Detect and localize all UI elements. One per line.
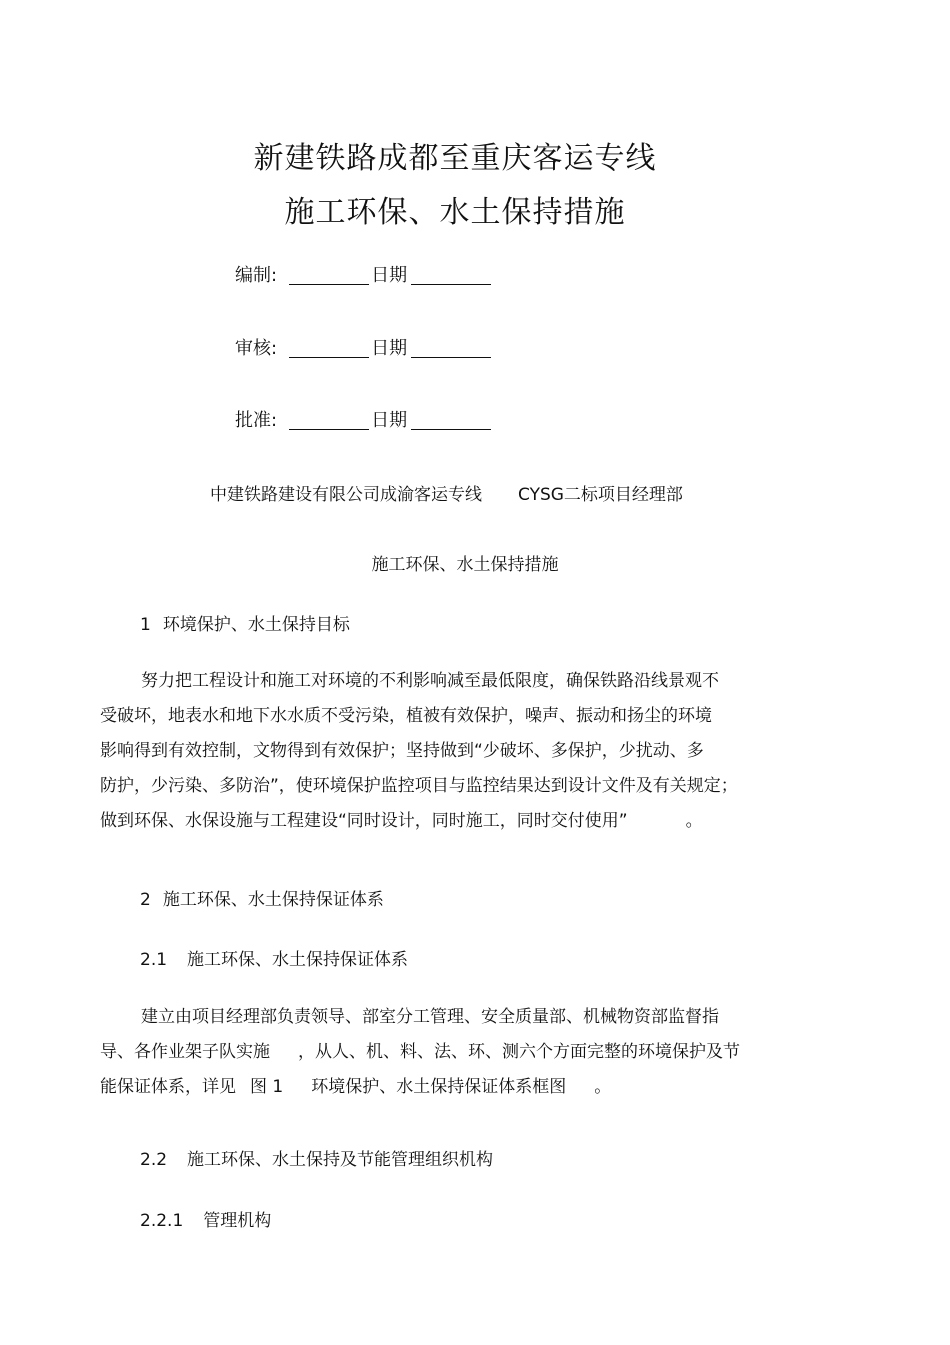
paragraph-line: 做到环保、水保设施与工程建设“同时设计，同时施工，同时交付使用” [100,811,628,831]
paragraph-line: 建立由项目经理部负责领导、部室分工管理、安全质量部、机械物资部监督指 [141,1007,719,1027]
heading-title: 施工环保、水土保持及节能管理组织机构 [187,1150,494,1170]
heading-1 [140,610,350,635]
signoff-label: 审核: [235,338,278,359]
signoff-row-approve [235,406,491,432]
paragraph-line: 影响得到有效控制，文物得到有效保护；坚持做到“少破坏、多保护，少扰动、多 [100,741,704,761]
signature-blank [289,411,369,430]
heading-title: 环境保护、水土保持目标 [162,615,350,635]
organization-code: CYSG二标项目经理部 [518,485,683,505]
signoff-label: 批准: [235,410,278,431]
heading-number: 1 [140,615,151,635]
section-subtitle: 施工环保、水土保持措施 [371,555,559,575]
paragraph-line: 导、各作业架子队实施 [100,1042,270,1062]
heading-title: 管理机构 [203,1211,272,1231]
heading-2 [140,885,384,910]
paragraph-system [100,1000,820,1105]
paragraph-goals [100,664,820,839]
signoff-row-compile [235,261,491,287]
paragraph-line: ，从人、机、料、法、环、测六个方面完整的环境保护及节 [298,1042,740,1062]
document-title-line1: 新建铁路成都至重庆客运专线 [253,141,657,176]
date-label: 日期 [371,338,408,359]
paragraph-line: 能保证体系，详见 [100,1077,236,1097]
signature-blank [289,339,369,358]
date-label: 日期 [371,410,408,431]
heading-2-2-1 [140,1206,271,1231]
heading-title: 施工环保、水土保持保证体系 [162,890,384,910]
signoff-label: 编制: [235,265,278,286]
document-title-line2: 施工环保、水土保持措施 [284,195,626,230]
heading-number: 2.1 [140,950,168,970]
paragraph-line: 努力把工程设计和施工对环境的不利影响减至最低限度，确保铁路沿线景观不 [141,671,719,691]
organization-line [210,480,683,505]
date-blank [411,411,491,430]
paragraph-line: 防护，少污染、多防治”，使环境保护监控项目与监控结果达到设计文件及有关规定； [100,776,738,796]
signoff-row-review [235,334,491,360]
paragraph-period: 。 [594,1077,612,1097]
signature-blank [289,266,369,285]
figure-title: 环境保护、水土保持保证体系框图 [311,1077,567,1097]
date-blank [411,339,491,358]
figure-reference: 图 1 [250,1077,284,1097]
organization-name: 中建铁路建设有限公司成渝客运专线 [210,485,482,505]
heading-number: 2.2.1 [140,1211,184,1231]
paragraph-period: 。 [685,811,703,831]
heading-2-1 [140,945,408,970]
heading-number: 2 [140,890,151,910]
date-label: 日期 [371,265,408,286]
heading-title: 施工环保、水土保持保证体系 [187,950,409,970]
heading-number: 2.2 [140,1150,168,1170]
heading-2-2 [140,1145,493,1170]
paragraph-line: 受破坏，地表水和地下水水质不受污染，植被有效保护，噪声、振动和扬尘的环境 [100,706,712,726]
date-blank [411,266,491,285]
